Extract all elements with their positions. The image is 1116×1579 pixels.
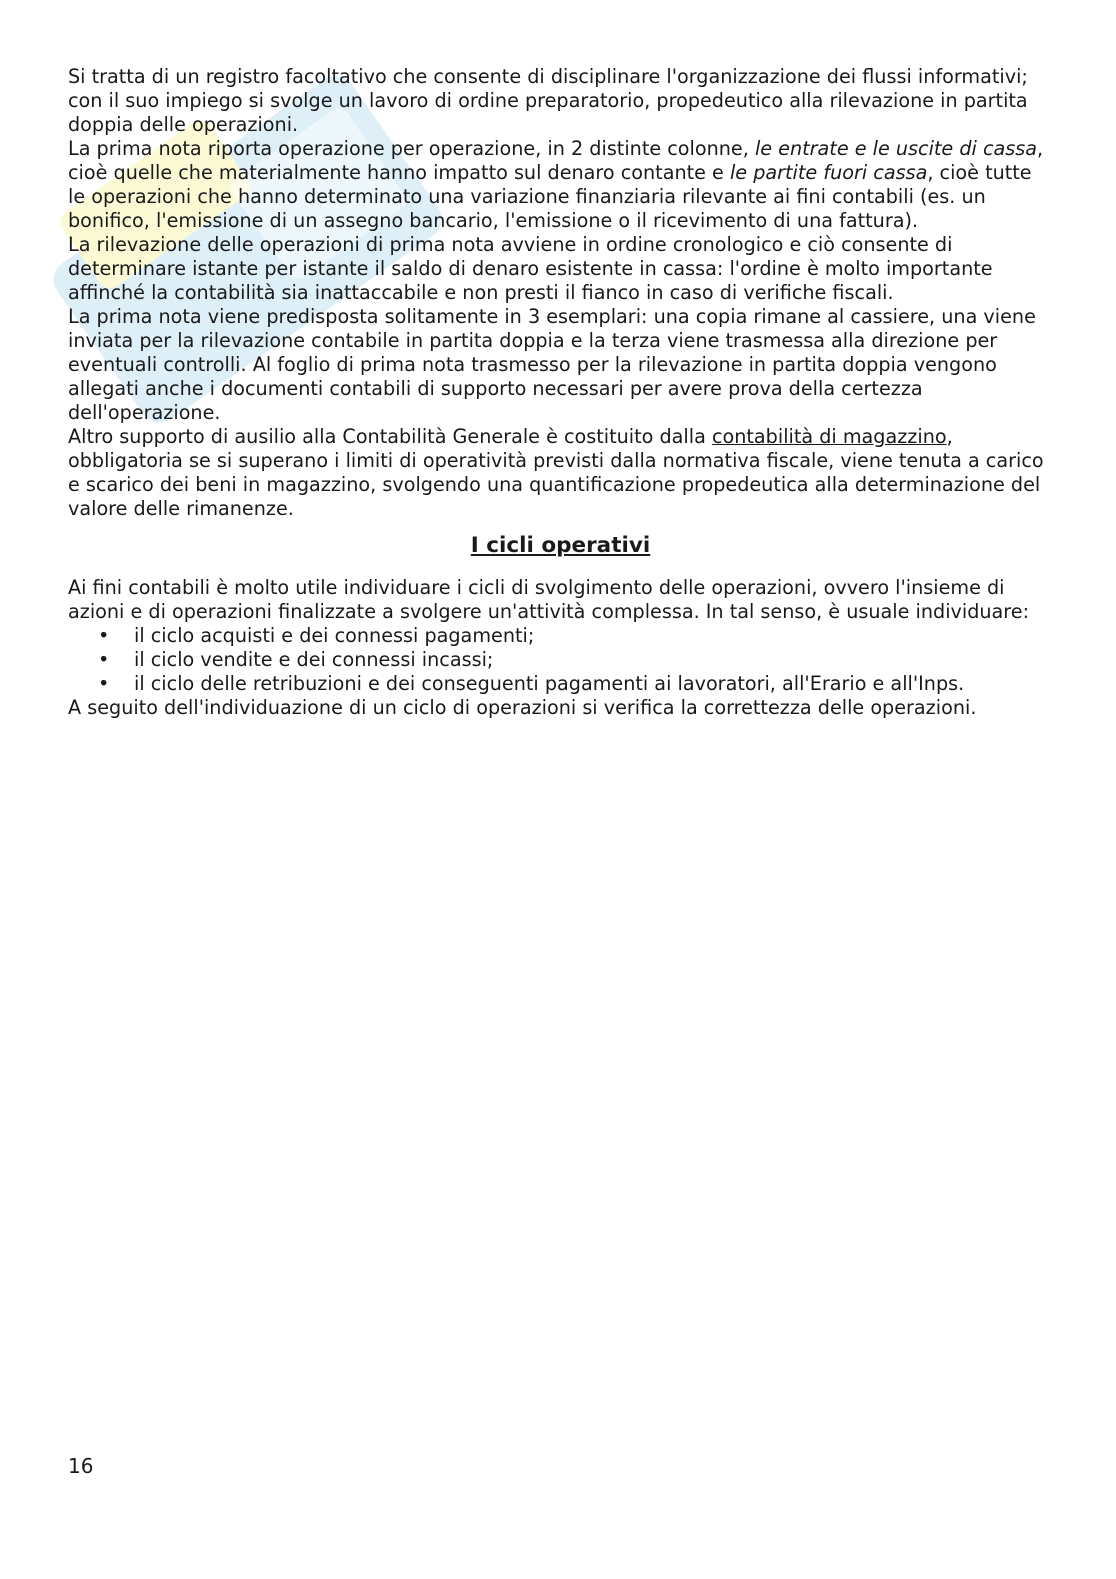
paragraph-magazzino-text-2: , obbligatoria se si superano i limiti di operatività previsti dalla normativa fiscale, viene tenuta a carico e scarico dei beni in magazzino, svolgendo una quantificazione propedeutica alla determinazione del valore delle rimanenze. [68, 425, 1044, 520]
paragraph-prima-nota-text-3: , cioè tutte le operazioni che hanno determinato una variazione finanziaria rilevante ai fini contabili (es. un bonifico, l'emissione di un assegno bancario, l'emissione o il ricevimento di una fattura). [68, 161, 1032, 232]
link-contabilita-magazzino: contabilità di magazzino [711, 425, 947, 448]
paragraph-prima-nota-text-2: , cioè quelle che materialmente hanno impatto sul denaro contante e [68, 137, 1044, 184]
list-item [68, 624, 1053, 648]
list-item [68, 672, 1053, 696]
paragraph-magazzino [68, 425, 1053, 521]
document-body [68, 65, 1053, 720]
paragraph-magazzino-text-1: Altro supporto di ausilio alla Contabilità Generale è costituito dalla [68, 425, 712, 448]
emphasis-entrate-uscite: le entrate e le uscite di cassa [754, 137, 1038, 160]
list-item-text: il ciclo vendite e dei connessi incassi; [134, 648, 494, 671]
paragraph-esemplari: La prima nota viene predisposta solitamente in 3 esemplari: una copia rimane al cassiere, una viene inviata per la rilevazione contabile in partita doppia e la terza viene trasmessa alla direzione per eventuali controlli. Al foglio di prima nota trasmesso per la rilevazione in partita doppia vengono allegati anche i documenti contabili di supporto necessari per avere prova della certezza dell'operazione. [68, 305, 1036, 424]
paragraph-rilevazione: La rilevazione delle operazioni di prima nota avviene in ordine cronologico e ciò consente di determinare istante per istante il saldo di denaro esistente in cassa: l'ordine è molto importante affinché la contabilità sia inattaccabile e non presti il fianco in caso di verifiche fiscali. [68, 233, 993, 304]
cycles-list [68, 624, 1053, 696]
paragraph-prima-nota [68, 137, 1053, 233]
emphasis-partite-fuori-cassa: le partite fuori cassa [729, 161, 928, 184]
list-item-text: il ciclo acquisti e dei connessi pagamenti; [134, 624, 535, 647]
bullet-icon: • [98, 672, 110, 695]
bullet-icon: • [98, 648, 110, 671]
section-intro: Ai fini contabili è molto utile individuare i cicli di svolgimento delle operazioni, ovvero l'insieme di azioni e di operazioni finalizzate a svolgere un'attività complessa. In tal senso, è usuale individuare: [68, 576, 1030, 623]
list-item [68, 648, 1053, 672]
page-number: 16 [68, 1454, 94, 1478]
list-item-text: il ciclo delle retribuzioni e dei conseguenti pagamenti ai lavoratori, all'Erario e all'Inps. [134, 672, 965, 695]
bullet-icon: • [98, 624, 110, 647]
paragraph-prima-nota-text-1: La prima nota riporta operazione per operazione, in 2 distinte colonne, [68, 137, 755, 160]
section-heading: I cicli operativi [470, 533, 651, 558]
paragraph-registro: Si tratta di un registro facoltativo che consente di disciplinare l'organizzazione dei flussi informativi; con il suo impiego si svolge un lavoro di ordine preparatorio, propedeutico alla rilevazione in partita doppia delle operazioni. [68, 65, 1028, 136]
section-closing: A seguito dell'individuazione di un ciclo di operazioni si verifica la correttezza delle operazioni. [68, 696, 977, 719]
